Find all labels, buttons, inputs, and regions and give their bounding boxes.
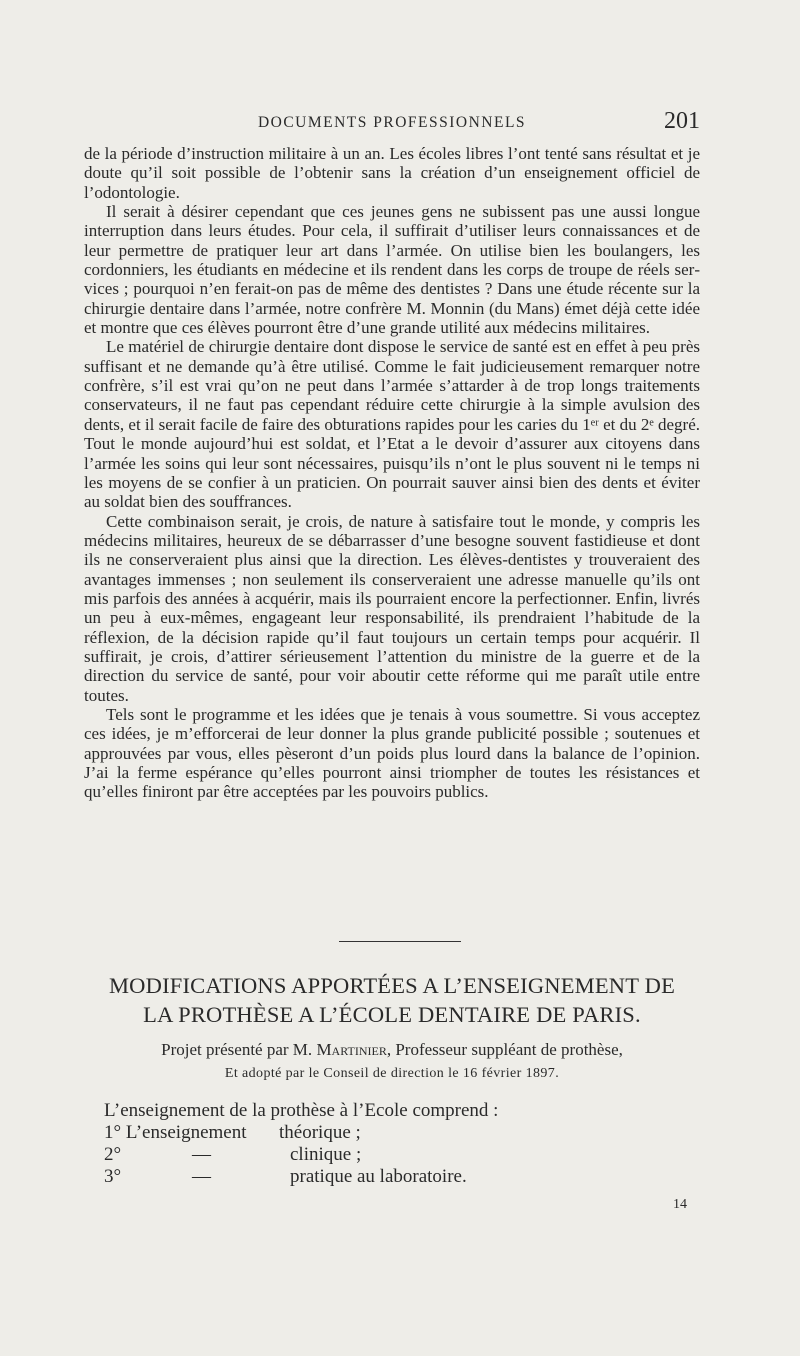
byline-prefix: Projet présenté par M. bbox=[161, 1040, 313, 1059]
list-item-number: 2° bbox=[104, 1144, 122, 1165]
section-title-line: MODIFICATIONS APPORTÉES A L’ENSEIGNEMENT DE bbox=[108, 973, 676, 998]
page-number: 201 bbox=[664, 108, 700, 134]
section-title bbox=[84, 971, 700, 1029]
paragraph: Cette combinaison serait, je crois, de nature à satisfaire tout le monde, y compris les médecins militaires, heureux de se débarrasser d’une besogne souvent fastidieuse et dont ils ne conserveraient plus ainsi que la direction. Les élèves-dentistes y trouveraient des avantages immenses ; non seulement ils conserveraient une adresse manuelle qu’ils ont mis parfois des années à acquérir, mais ils pourraient encore la perfectionner. Enfin, livrés un peu à eux-mêmes, engageant leur responsabilité, ils prendraient l’habitude de la réflexion, de la décision rapide qu’il faut toujours un certain temps pour acquérir. Il suffirait, je crois, d’attirer sérieusement l’attention du ministre de la guerre et de la direction du service de santé, pour voir aboutir cette réforme qui me paraît utile entre toutes. bbox=[84, 511, 700, 705]
body-text bbox=[84, 144, 700, 802]
list-item-text: pratique au laboratoire. bbox=[290, 1166, 467, 1187]
running-head bbox=[84, 108, 700, 138]
section-title-line: LA PROTHÈSE A L’ÉCOLE DENTAIRE DE PARIS. bbox=[143, 1002, 641, 1027]
paragraph: Tels sont le programme et les idées que je tenais à vous soumettre. Si vous acceptez ces idées, je m’efforcerai de leur donner la plus grande publicité possible ; soutenues et approuvées par vous, elles pèseront d’un poids plus lourd dans la balance de l’opinion. J’ai la ferme espérance qu’elles pourront ainsi triompher de toutes les résistances et qu’elles finiront par être acceptées par les pouvoirs publics. bbox=[84, 704, 700, 802]
list-item-text: clinique ; bbox=[290, 1144, 362, 1165]
list-item-dash: — bbox=[192, 1144, 211, 1165]
printer-signature: 14 bbox=[673, 1197, 687, 1212]
author-name: Martinier bbox=[316, 1040, 387, 1059]
paragraph: de la période d’instruction militaire à un an. Les écoles libres l’ont tenté sans résultat et je doute qu’il soit possible de l’obtenir sans la création d’un enseignement officiel de l’odontologie. bbox=[84, 144, 700, 202]
paragraph: Le matériel de chirurgie dentaire dont dispose le service de santé est en effet à peu près suffisant et ne demande qu’à être utilisé. Comme le fait judicieusement remarquer notre confrère, s’il est vrai qu’on ne peut dans l’armée s’attarder à de trop longs traitements conservateurs, il ne faut pas cependant réduire cette chirurgie à la simple avulsion des dents, et il serait facile de faire des obturations rapides pour les caries du 1ᵉʳ et du 2ᵉ degré. Tout le monde aujourd’hui est soldat, et l’Etat a le devoir d’assurer aux citoyens dans l’armée les soins qui leur sont nécessaires, puisqu’ils n’ont le plus souvent ni le temps ni les moyens de se confier à un praticien. On pourrait sauver ainsi bien des dents et éviter au soldat bien des souffrances. bbox=[84, 337, 700, 512]
list-intro: L’enseignement de la prothèse à l’Ecole comprend : bbox=[104, 1100, 499, 1121]
section-divider bbox=[339, 941, 461, 942]
adoption-note: Et adopté par le Conseil de direction le 16 février 1897. bbox=[224, 1066, 560, 1081]
list-item-text: théorique ; bbox=[279, 1122, 361, 1143]
list-item-number: 3° bbox=[104, 1166, 122, 1187]
byline-suffix: , Professeur suppléant de prothèse, bbox=[386, 1040, 623, 1059]
byline bbox=[84, 1040, 700, 1060]
list-item-dash: — bbox=[192, 1166, 211, 1187]
list-item-number: 1° L’enseignement bbox=[104, 1122, 247, 1143]
running-title: DOCUMENTS PROFESSIONNELS bbox=[257, 114, 527, 131]
paragraph: Il serait à désirer cependant que ces jeunes gens ne subissent pas une aussi longue interruption dans leurs études. Pour cela, il suffirait d’utiliser leurs connaissances et de leur permettre de pratiquer leur art dans l’armée. On utilise bien les boulangers, les cordonniers, les étudiants en médecine et ils rendent dans les corps de troupe de réels services ; pourquoi n’en ferait-on pas de même des dentistes ? Dans une étude récente sur la chirurgie dentaire dans l’armée, notre confrère M. Monnin (du Mans) émet déjà cette idée et montre que ces élèves pourront être d’une grande utilité aux médecins militaires. bbox=[84, 202, 700, 338]
